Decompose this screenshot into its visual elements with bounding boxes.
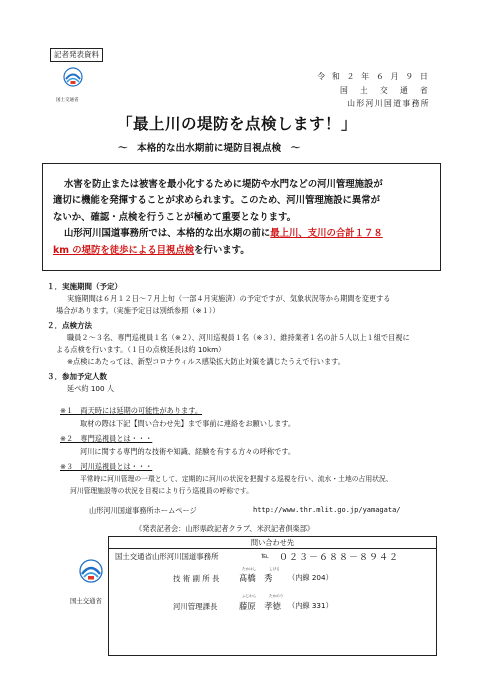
summary-line-3: ないか、確認・点検を行うことが極めて重要となります。	[53, 212, 297, 223]
note-3-body-1: 平常時に河川管理の一環として、定期的に河川の状況を把握する巡視を行い、流水・土地の占用状況、	[80, 475, 393, 483]
contact-1-ruby-surname: たかはし	[242, 567, 257, 571]
release-date: 令 和 ２ 年 ６ 月 ９ 日	[317, 72, 430, 81]
section-2-line-3: ※点検にあたっては、新型コロナウィルス感染拡大防止対策を講じたうえで行います。	[67, 357, 345, 366]
section-2-line-1: 職員２～３名、専門巡視員１名（※２）、河川巡視員１名（※３）、維持業者１名の計５人以上１組で目視に	[67, 333, 410, 342]
contact-box	[108, 536, 437, 656]
section-2-title: ２．点検方法	[47, 321, 92, 330]
note-3-heading: ※３ 河川巡視員とは・・・	[60, 462, 153, 471]
note-1-heading: ※１ 両天時には延期の可能性があります。	[60, 406, 203, 415]
summary-line-4-text: 山形河川国道事務所では、本格的な出水期の前に	[64, 228, 271, 239]
summary-box	[42, 163, 441, 271]
contact-1-name: 髙橋 秀	[239, 573, 273, 583]
contact-1-title: 技 術 副 所 長	[173, 574, 220, 583]
summary-highlight-2: km の堤防を徒歩による目視点検	[53, 245, 195, 256]
section-3-title: ３．参加予定人数	[47, 372, 107, 381]
contact-1-ruby-given: しげる	[269, 567, 280, 571]
mlit-logo-icon	[62, 66, 84, 96]
summary-highlight-1: 最上川、支川の合計１７８	[270, 228, 383, 239]
press-club: 《発表記者会：山形県政記者クラブ、米沢記者倶楽部》	[135, 524, 315, 533]
office-name: 山形河川国道事務所	[347, 99, 430, 108]
homepage-url[interactable]: http://www.thr.mlit.go.jp/yamagata/	[253, 506, 401, 514]
section-3-line-1: 延べ約 100 人	[67, 384, 115, 393]
summary-line-2: 適切に機能を発揮することが求められます。このため、河川管理施設に異常が	[53, 195, 381, 206]
note-2-body: 河川に関する専門的な技術や知識、経験を有する方々の呼称です。	[80, 447, 296, 456]
logo-caption: 国土交通省	[56, 98, 79, 103]
contact-2-title: 河川管理課長	[173, 602, 218, 611]
summary-line-4	[64, 226, 383, 243]
ministry-name: 国 土 交 通 省	[340, 86, 430, 95]
contact-2-ext: （内線 331）	[288, 601, 333, 610]
summary-line-1: 水害を防止または被害を最小化するために堤防や水門などの河川管理施設が	[64, 179, 383, 190]
contact-heading: 問い合わせ先	[109, 537, 436, 549]
summary-line-5	[53, 243, 250, 260]
note-1-body: 取材の際は下記【問い合わせ先】まで事前に連絡をお願いします。	[80, 419, 296, 428]
note-3-body-2: 河川管理施設等の状況を目視により行う巡視員の呼称です。	[70, 487, 253, 495]
contact-2-name: 藤原 孝徳	[239, 601, 281, 611]
tel-icon: ℡	[261, 551, 269, 560]
contact-logo-caption: 国土交通省	[70, 597, 102, 605]
section-2-line-2: よる点検を行います。（１日の点検延長は約 10km）	[56, 345, 226, 354]
section-1-line-1: 実施期間は６月１２日～７月上旬（一部４月実施済）の予定ですが、気象状況等から期間を変更する	[67, 294, 391, 303]
homepage-label: 山形河川国道事務所ホームページ	[89, 506, 197, 515]
contact-2-ruby-given: たかのり	[269, 594, 284, 598]
contact-office: 国土交通省山形河川国道事務所	[115, 552, 219, 561]
page-subtitle: ～ 本格的な出水期前に堤防目視点検 ～	[118, 143, 301, 154]
section-1-line-2: 場合があります。（実施予定日は別紙参照（※１））	[56, 306, 220, 315]
note-2-heading: ※２ 専門巡視員とは・・・	[60, 434, 153, 443]
summary-line-5-text: を行います。	[194, 245, 250, 256]
mlit-logo-contact-icon	[78, 558, 104, 590]
contact-tel[interactable]: ０２３－６８８－８９４２	[279, 553, 400, 563]
contact-2-ruby-surname: ふじわら	[242, 594, 257, 598]
section-1-title: １．実施期間（予定）	[47, 282, 122, 291]
press-release-label: 記者発表資料	[50, 48, 103, 62]
page-title: 「最上川の堤防を点検します！」	[117, 115, 358, 133]
contact-1-ext: （内線 204）	[288, 573, 333, 582]
